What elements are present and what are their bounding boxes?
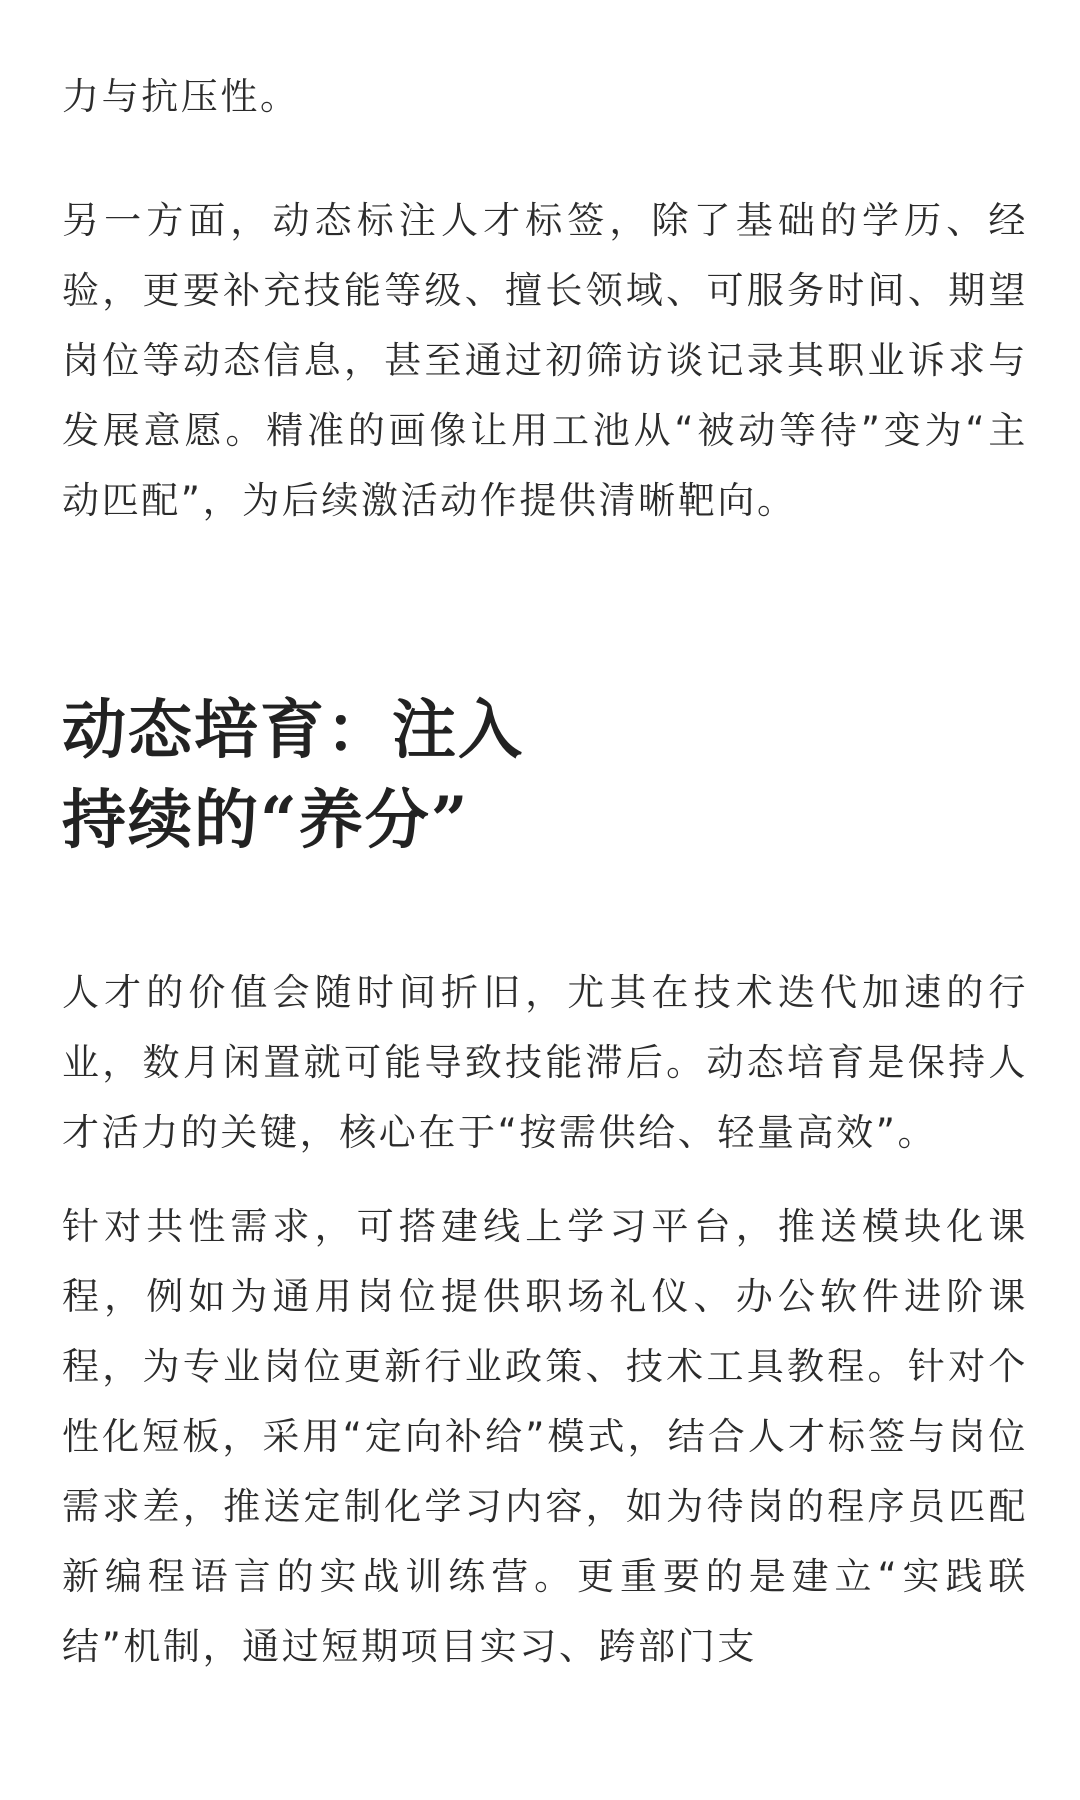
section-heading-line-1: 动态培育：注入 [62,693,524,768]
section-heading-line-2: 持续的“养分” [62,783,470,858]
paragraph-intro-tail: 力与抗压性。 [62,75,300,118]
section-heading [62,686,1028,866]
article-body [62,62,1028,1682]
paragraph-dynamic-tagging: 另一方面，动态标注人才标签，除了基础的学历、经验，更要补充技能等级、擅长领域、可服务时间、期望岗位等动态信息，甚至通过初筛访谈记录其职业诉求与发展意愿。精准的画像让用工池从“被动等待”变为“主动匹配”，为后续激活动作提供清晰靶向。 [62,199,1028,522]
paragraph-talent-value: 人才的价值会随时间折旧，尤其在技术迭代加速的行业，数月闲置就可能导致技能滞后。动态培育是保持人才活力的关键，核心在于“按需供给、轻量高效”。 [62,971,1028,1154]
paragraph-training-plan: 针对共性需求，可搭建线上学习平台，推送模块化课程，例如为通用岗位提供职场礼仪、办公软件进阶课程，为专业岗位更新行业政策、技术工具教程。针对个性化短板，采用“定向补给”模式，结合人才标签与岗位需求差，推送定制化学习内容，如为待岗的程序员匹配新编程语言的实战训练营。更重要的是建立“实践联结”机制，通过短期项目实习、跨部门支 [62,1205,1028,1668]
